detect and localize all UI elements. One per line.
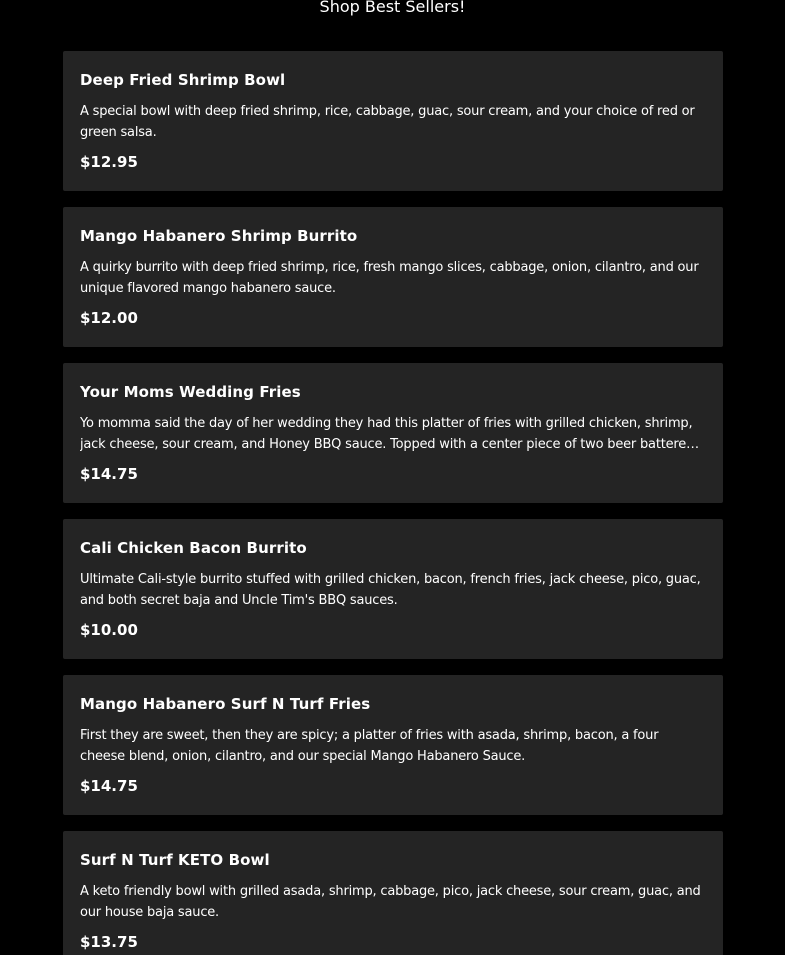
product-price: $12.95	[80, 153, 138, 171]
product-name: Deep Fried Shrimp Bowl	[80, 71, 286, 89]
product-price: $13.75	[80, 933, 138, 951]
section-title: Shop Best Sellers!	[319, 0, 466, 16]
product-price: $12.00	[80, 309, 138, 327]
product-price: $14.75	[80, 777, 138, 795]
product-name: Cali Chicken Bacon Burrito	[80, 539, 307, 557]
product-name: Surf N Turf KETO Bowl	[80, 851, 270, 869]
product-name: Mango Habanero Surf N Turf Fries	[80, 695, 371, 713]
product-card[interactable]	[63, 363, 723, 503]
product-description: First they are sweet, then they are spicy; a platter of fries with asada, shrimp, bacon, a four cheese blend, onion, cilantro, and our special Mango Habanero Sauce.	[80, 728, 659, 764]
product-price: $14.75	[80, 465, 138, 483]
product-card[interactable]	[63, 207, 723, 347]
product-name: Mango Habanero Shrimp Burrito	[80, 227, 358, 245]
product-description: A quirky burrito with deep fried shrimp, rice, fresh mango slices, cabbage, onion, cilantro, and our unique flavored mango habanero sauce.	[80, 260, 699, 296]
product-description: Yo momma said the day of her wedding they had this platter of fries with grilled chicken, shrimp, jack cheese, sour cream, and Honey BBQ sauce. Topped with a center piece of two beer battered	[80, 416, 695, 452]
product-description: A keto friendly bowl with grilled asada, shrimp, cabbage, pico, jack cheese, sour cream, guac, and our house baja sauce.	[80, 884, 701, 920]
product-card[interactable]	[63, 51, 723, 191]
product-description: A special bowl with deep fried shrimp, rice, cabbage, guac, sour cream, and your choice of red or green salsa.	[80, 104, 695, 140]
product-card[interactable]	[63, 519, 723, 659]
product-card[interactable]	[63, 831, 723, 955]
product-card[interactable]	[63, 675, 723, 815]
product-price: $10.00	[80, 621, 138, 639]
product-name: Your Moms Wedding Fries	[80, 383, 301, 401]
product-description: Ultimate Cali-style burrito stuffed with grilled chicken, bacon, french fries, jack cheese, pico, guac, and both secret baja and Uncle Tim's BBQ sauces.	[80, 572, 701, 608]
product-list	[63, 51, 723, 955]
